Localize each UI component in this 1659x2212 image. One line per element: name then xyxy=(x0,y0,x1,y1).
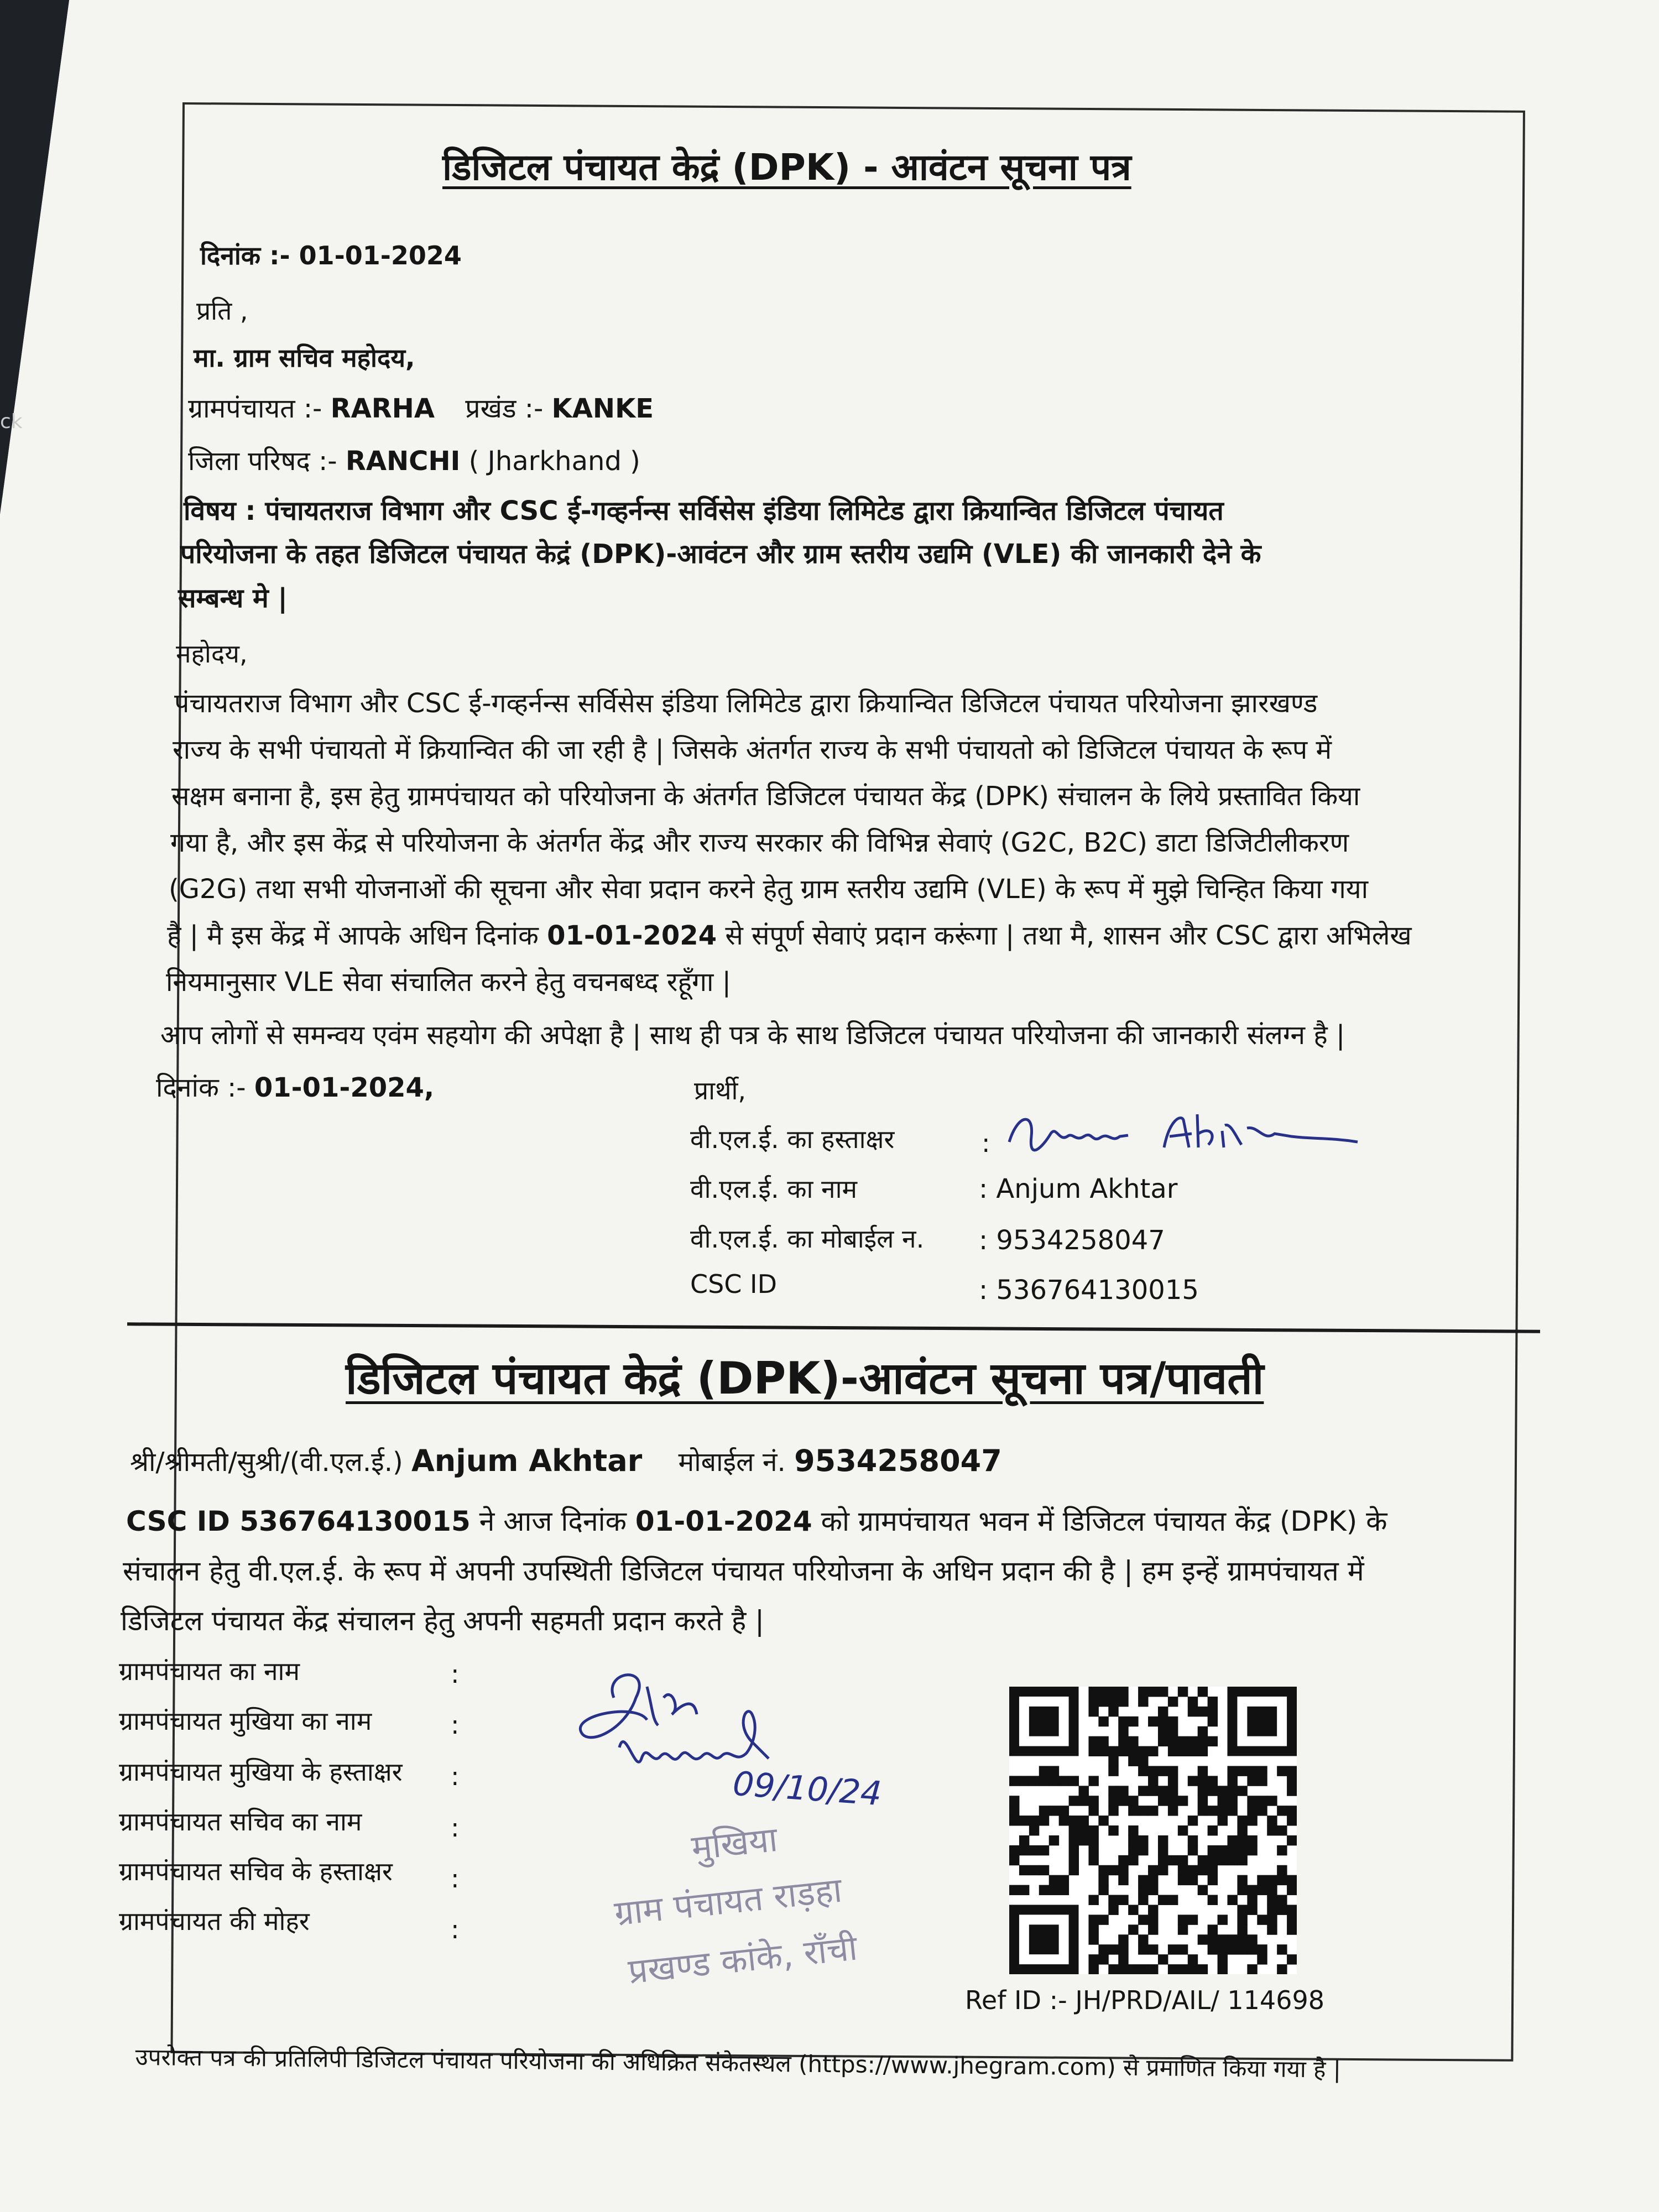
gp-value: RARHA xyxy=(330,393,435,424)
vle-signature xyxy=(1004,1103,1369,1164)
field-gp-seal: ग्रामपंचायत की मोहर xyxy=(119,1906,310,1936)
field-gp-name: ग्रामपंचायत का नाम xyxy=(119,1656,300,1686)
subject-line-2: परियोजना के तहत डिजिटल पंचायत केद्रं (DPK)-आवंटन और ग्राम स्तरीय उद्यमि (VLE) की जानकारी देने के xyxy=(180,539,1261,570)
field-colon-4: : xyxy=(451,1813,460,1843)
field-colon-5: : xyxy=(451,1864,460,1893)
body-line-4: गया है, और इस केंद्र से परियोजना के अंतर्गत केंद्र और राज्य सरकार की विभिन्न सेवाएं (G2C, B2C) डाटा डिजिटीलीकरण xyxy=(170,827,1349,858)
receipt-line-1 xyxy=(126,1501,1387,1539)
csc-id-value: : 536764130015 xyxy=(979,1275,1199,1306)
receipt-line-1-date: 01-01-2024 xyxy=(635,1505,812,1537)
ref-id: Ref ID :- JH/PRD/AIL/ 114698 xyxy=(965,1985,1324,2015)
receipt-mobile-label: मोबाईल नं. xyxy=(678,1447,786,1478)
date2-label: दिनांक :- xyxy=(156,1072,246,1103)
receipt-csc-id: CSC ID 536764130015 xyxy=(126,1505,471,1537)
notice-date: दिनांक :- 01-01-2024 xyxy=(200,241,462,270)
receipt-vle-name: Anjum Akhtar xyxy=(411,1443,643,1478)
body-line-5: (G2G) तथा सभी योजनाओं की सूचना और सेवा प्रदान करने हेतु ग्राम स्तरीय उद्यमि (VLE) के रूप में मुझे चिन्हित किया गया xyxy=(169,874,1369,905)
block-value: KANKE xyxy=(551,393,654,424)
state-value: ( Jharkhand ) xyxy=(468,446,640,477)
receipt-line-3: डिजिटल पंचायत केंद्र संचालन हेतु अपनी सहमती प्रदान करते है | xyxy=(121,1605,764,1637)
receipt-line-2: संचालन हेतु वी.एल.ई. के रूप में अपनी उपस्थिती डिजिटल पंचायत परियोजना के अधिन प्रदान की है | हम इन्हें ग्रामपंचायत में xyxy=(123,1555,1364,1587)
body-line-6 xyxy=(167,917,1412,953)
field-colon-1: : xyxy=(451,1659,460,1689)
gp-label: ग्रामपंचायत :- xyxy=(188,393,322,424)
subject-line-3: सम्बन्ध मे | xyxy=(178,583,288,614)
block-label: प्रखंड :- xyxy=(465,393,544,424)
date2-value: 01-01-2024, xyxy=(254,1072,435,1103)
stamp-line-2: ग्राम पंचायत राड़हा xyxy=(612,1869,844,1934)
gram-panchayat-line xyxy=(188,390,654,426)
body-line-1: पंचायतराज विभाग और CSC ई-गव्हर्नन्स सर्विसेस इंडिया लिमिटेड द्वारा क्रियान्वित डिजिटल पंचायत परियोजना झारखण्ड xyxy=(174,688,1318,719)
footer-note: उपरोक्त पत्र की प्रतिलिपी डिजिटल पंचायत परियोजना की अधिक्रित संकेतस्थल (https://www.jhegram.com) से प्रमाणित किया गया है | xyxy=(135,2043,1342,2083)
qr-code xyxy=(1009,1687,1297,1974)
field-sachiv-sign: ग्रामपंचायत सचिव के हस्ताक्षर xyxy=(119,1856,393,1886)
field-mukhiya-sign: ग्रामपंचायत मुखिया के हस्ताक्षर xyxy=(119,1757,403,1787)
vle-mobile-label: वी.एल.ई. का मोबाईल न. xyxy=(690,1224,925,1254)
vle-sign-colon: : xyxy=(982,1128,990,1158)
district-value: RANCHI xyxy=(345,446,461,477)
salutation: महोदय, xyxy=(176,639,248,669)
field-sachiv-name: ग्रामपंचायत सचिव का नाम xyxy=(119,1807,362,1837)
vle-mobile-value: : 9534258047 xyxy=(979,1225,1165,1256)
receipt-title: डिजिटल पंचायत केद्रं (DPK)-आवंटन सूचना पत्र/पावती xyxy=(346,1353,1264,1404)
field-colon-2: : xyxy=(451,1710,460,1740)
vle-sign-label: वी.एल.ई. का हस्ताक्षर xyxy=(690,1124,895,1154)
receipt-vle-line xyxy=(130,1443,1002,1479)
body-line-3: सक्षम बनाना है, इस हेतु ग्रामपंचायत को परियोजना के अंतर्गत डिजिटल पंचायत केंद्र (DPK) संचालन के लिये प्रस्तावित किया xyxy=(171,781,1360,812)
field-mukhiya-name: ग्रामपंचायत मुखिया का नाम xyxy=(119,1706,372,1736)
prati-text: प्रति , xyxy=(196,296,248,326)
body-line-2: राज्य के सभी पंचायतो में क्रियान्वित की जा रही है | जिसके अंतर्गत राज्य के सभी पंचायतो को डिजिटल पंचायत के रूप में xyxy=(173,734,1332,765)
body-line-6-date: 01-01-2024 xyxy=(547,920,717,951)
stamp-line-1: मुखिया xyxy=(689,1819,780,1868)
notice-title: डिजिटल पंचायत केद्रं (DPK) - आवंटन सूचना पत्र xyxy=(442,146,1131,189)
field-colon-3: : xyxy=(451,1761,460,1791)
date2-line xyxy=(156,1069,434,1105)
receipt-mobile-value: 9534258047 xyxy=(794,1443,1002,1478)
closing-line: आप लोगों से समन्वय एवंम सहयोग की अपेक्षा है | साथ ही पत्र के साथ डिजिटल पंचायत परियोजना की जानकारी संलग्न है | xyxy=(160,1020,1345,1051)
qr-code-graphic xyxy=(1009,1687,1297,1974)
csc-id-label: CSC ID xyxy=(690,1269,778,1299)
body-line-6-b: से संपूर्ण सेवाएं प्रदान करूंगा | तथा मै, शासन और CSC द्वारा अभिलेख xyxy=(717,920,1412,951)
stamp-line-3: प्रखण्ड कांके, राँची xyxy=(626,1927,859,1992)
receipt-line-1-a: ने आज दिनांक xyxy=(470,1505,635,1537)
field-colon-6: : xyxy=(451,1914,460,1944)
district-line xyxy=(188,442,640,478)
handwritten-date: 09/10/24 xyxy=(731,1764,883,1814)
addressee: मा. ग्राम सचिव महोदय, xyxy=(194,343,415,373)
vle-name-value: : Anjum Akhtar xyxy=(979,1173,1178,1204)
receipt-line-1-b: को ग्रामपंचायत भवन में डिजिटल पंचायत केंद्र (DPK) के xyxy=(812,1505,1387,1537)
body-line-6-a: है | मै इस केंद्र में आपके अधिन दिनांक xyxy=(167,920,547,951)
vle-prefix: श्री/श्रीमती/सुश्री/(वी.एल.ई.) xyxy=(130,1447,403,1478)
subject-line-1: विषय : पंचायतराज विभाग और CSC ई-गव्हर्नन्स सर्विसेस इंडिया लिमिटेड द्वारा क्रियान्वित डिजिटल पंचायत xyxy=(184,495,1224,526)
district-label: जिला परिषद :- xyxy=(188,446,337,477)
edge-text: ck xyxy=(0,410,23,433)
applicant-text: प्रार्थी, xyxy=(694,1076,747,1105)
body-line-7: नियमानुसार VLE सेवा संचालित करने हेतु वचनबध्द रहूँगा | xyxy=(166,967,731,998)
vle-name-label: वी.एल.ई. का नाम xyxy=(690,1174,858,1204)
